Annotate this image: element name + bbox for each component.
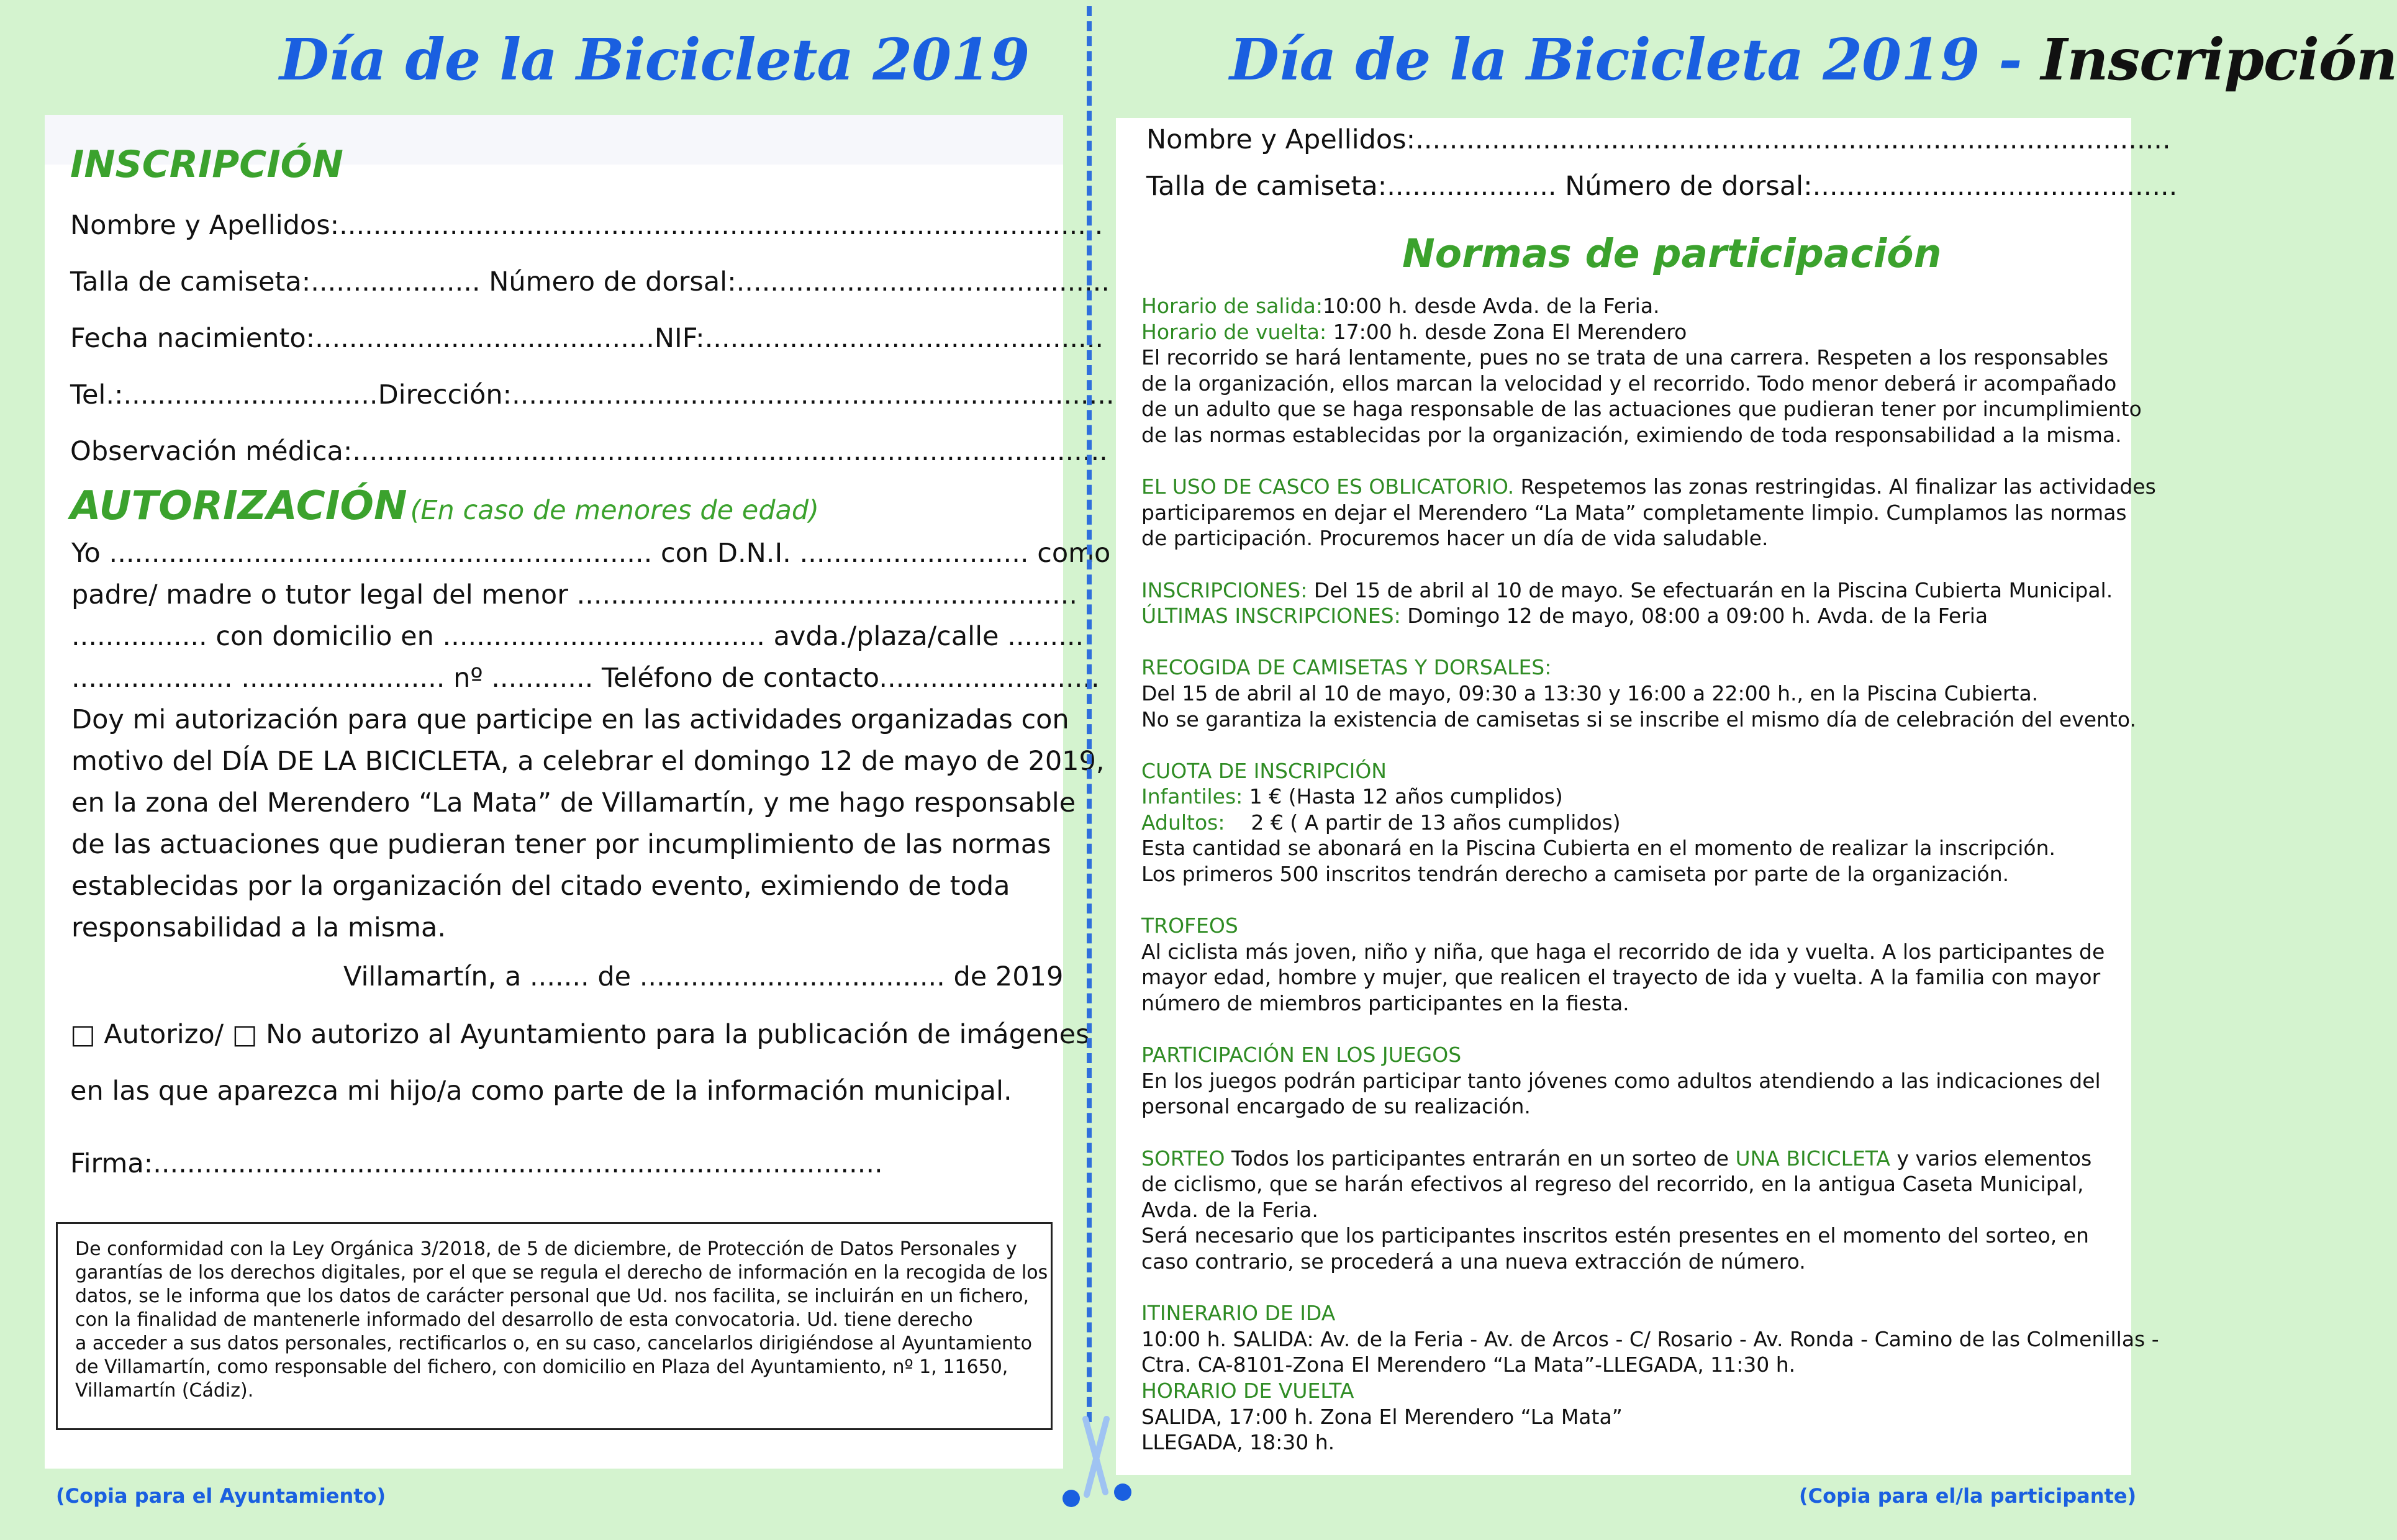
rule-text: 17:00 h. desde Zona El Merendero (1326, 319, 1687, 344)
rule-spacer (1141, 1275, 2123, 1301)
legal-line: datos, se le informa que los datos de carácter personal que Ud. nos facilita, se incluirán en un fichero, (75, 1285, 1030, 1307)
autorizacion-line: de las actuaciones que pudieran tener por incumplimiento de las normas (71, 829, 1051, 860)
autorizacion-note: (En caso de menores de edad) (410, 495, 819, 526)
rule-label: HORARIO DE VUELTA (1141, 1378, 1354, 1403)
field-observacion-medica[interactable]: Observación médica:......................................................................................... (70, 436, 1108, 467)
autorizacion-line: ................... ........................ nº ............ Teléfono de contacto.......................... (71, 663, 1100, 694)
rule-line: SALIDA, 17:00 h. Zona El Merendero “La Mata” (1141, 1404, 1623, 1429)
rule-line: mayor edad, hombre y mujer, que realicen el trayecto de ida y vuelta. A la familia con mayor (1141, 965, 2101, 990)
rule-line: Esta cantidad se abonará en la Piscina Cubierta en el momento de realizar la inscripción. (1141, 836, 2056, 861)
rule-line: 10:00 h. SALIDA: Av. de la Feria - Av. de Arcos - C/ Rosario - Av. Ronda - Camino de las Colmenillas - (1141, 1326, 2159, 1351)
rule-line: Será necesario que los participantes inscritos estén presentes en el momento del sorteo, en (1141, 1223, 2089, 1248)
rule-line: No se garantiza la existencia de camisetas si se inscribe el mismo día de celebración del evento. (1141, 707, 2136, 732)
autorizacion-line: Doy mi autorización para que participe en las actividades organizadas con (71, 704, 1069, 735)
rule-spacer (1141, 629, 2123, 655)
legal-line: De conformidad con la Ley Orgánica 3/2018, de 5 de diciembre, de Protección de Datos Personales y (75, 1238, 1017, 1260)
date-line[interactable]: Villamartín, a ....... de .................................... de 2019 (343, 961, 1064, 992)
rule-line: de un adulto que se haga responsable de las actuaciones que pudieran tener por incumplimiento (1141, 397, 2142, 422)
rule-line: Ctra. CA-8101-Zona El Merendero “La Mata”-LLEGADA, 11:30 h. (1141, 1352, 1796, 1377)
dashed-cut-line (1087, 6, 1092, 1422)
rule-line: Avda. de la Feria. (1141, 1197, 1318, 1222)
legal-line: de Villamartín, como responsable del fichero, con domicilio en Plaza del Ayuntamiento, nº 1, 11650, (75, 1356, 1008, 1378)
rule-spacer (1141, 1017, 2123, 1043)
rule-spacer (1141, 732, 2123, 758)
rule-highlight: UNA BICICLETA (1735, 1146, 1890, 1171)
inscripcion-heading: INSCRIPCIÓN (70, 143, 343, 186)
rule-label: EL USO DE CASCO ES OBLICATORIO. (1141, 474, 1515, 499)
rule-label: CUOTA DE INSCRIPCIÓN (1141, 758, 1387, 783)
rule-line: participaremos en dejar el Merendero “La Mata” completamente limpio. Cumplamos las normas (1141, 500, 2127, 525)
firma-line[interactable]: Firma:...................................................................................... (70, 1148, 883, 1179)
legal-line: garantías de los derechos digitales, por el que se regula el derecho de información en la recogida de los (75, 1262, 1048, 1284)
right-field-talla-dorsal[interactable]: Talla de camiseta:.................... Número de dorsal:........................................... (1146, 171, 2178, 202)
autorizacion-heading: AUTORIZACIÓN (70, 483, 407, 529)
rule-text: Todos los participantes entrarán en un sorteo de (1225, 1146, 1736, 1171)
rule-infantiles (1141, 784, 2123, 810)
rule-text: Domingo 12 de mayo, 08:00 a 09:00 h. Avda. de la Feria (1400, 604, 1988, 628)
field-nacimiento-nif[interactable]: Fecha nacimiento:........................................NIF:............................................... (70, 323, 1104, 354)
right-title (1230, 26, 2397, 93)
legal-line: con la finalidad de mantenerle informado del desarrollo de esta convocatoria. Ud. tiene derecho (75, 1309, 973, 1331)
autorizacion-line: ................ con domicilio en ...................................... avda./plaza/calle ......... (71, 621, 1084, 652)
rule-label: Horario de salida: (1141, 294, 1323, 318)
field-talla-dorsal[interactable]: Talla de camiseta:.................... Número de dorsal:............................................ (70, 266, 1110, 297)
image-consent-line: en las que aparezca mi hijo/a como parte de la información municipal. (70, 1076, 1012, 1107)
rule-label: Horario de vuelta: (1141, 319, 1327, 344)
rule-spacer (1141, 551, 2123, 578)
image-consent-line[interactable]: □ Autorizo/ □ No autorizo al Ayuntamiento para la publicación de imágenes (70, 1019, 1090, 1050)
autorizacion-line: en la zona del Merendero “La Mata” de Villamartín, y me hago responsable (71, 787, 1076, 818)
rule-sorteo (1141, 1146, 2123, 1172)
autorizacion-line: responsabilidad a la misma. (71, 912, 446, 943)
data-protection-notice (56, 1222, 1053, 1430)
field-nombre[interactable]: Nombre y Apellidos:.......................................................................................... (70, 210, 1103, 241)
rule-line: número de miembros participantes en la fiesta. (1141, 991, 1629, 1016)
rule-line: En los juegos podrán participar tanto jóvenes como adultos atendiendo a las indicaciones del (1141, 1068, 2101, 1093)
rule-spacer (1141, 448, 2123, 474)
rule-label: TROFEOS (1141, 913, 1238, 938)
rule-line: El recorrido se hará lentamente, pues no se trata de una carrera. Respeten a los responsables (1141, 345, 2109, 370)
rule-ultimas (1141, 603, 2123, 629)
legal-line: Villamartín (Cádiz). (75, 1380, 254, 1402)
rule-text: 2 € ( A partir de 13 años cumplidos) (1225, 810, 1621, 835)
rule-line: de ciclismo, que se harán efectivos al regreso del recorrido, en la antigua Caseta Municipal, (1141, 1172, 2084, 1197)
rule-line: Del 15 de abril al 10 de mayo, 09:30 a 13:30 y 16:00 a 22:00 h., en la Piscina Cubierta. (1141, 681, 2039, 705)
rule-label: ÚLTIMAS INSCRIPCIONES: (1141, 604, 1401, 628)
normas-heading: Normas de participación (1402, 231, 1942, 276)
rule-inscripciones (1141, 578, 2123, 604)
rule-text: y varios elementos (1890, 1146, 2092, 1171)
autorizacion-text (71, 533, 1111, 949)
right-title-main: Día de la Bicicleta 2019 - (1230, 26, 2041, 93)
right-field-nombre[interactable]: Nombre y Apellidos:......................................................................................... (1146, 124, 2171, 155)
autorizacion-heading-row (70, 483, 819, 529)
normas-text (1141, 293, 2159, 1456)
rule-label: ITINERARIO DE IDA (1141, 1301, 1336, 1326)
rule-line: caso contrario, se procederá a una nueva extracción de número. (1141, 1249, 1806, 1274)
left-title: Día de la Bicicleta 2019 (279, 26, 1030, 93)
rule-text: 1 € (Hasta 12 años cumplidos) (1243, 784, 1563, 809)
autorizacion-line: padre/ madre o tutor legal del menor ........................................................... (71, 579, 1077, 610)
field-tel-direccion[interactable]: Tel.:..............................Dirección:....................................................................... (70, 379, 1115, 410)
rule-label: SORTEO (1141, 1146, 1225, 1171)
autorizacion-line: Yo ................................................................ con D.N.I. ........................... como (71, 538, 1111, 569)
autorizacion-line: establecidas por la organización del citado evento, eximiendo de toda (71, 871, 1010, 902)
rule-label: Adultos: (1141, 810, 1225, 835)
rule-spacer (1141, 1120, 2123, 1146)
rule-text: 10:00 h. desde Avda. de la Feria. (1323, 294, 1660, 318)
rule-line: de las normas establecidas por la organización, eximiendo de toda responsabilidad a la misma. (1141, 422, 2122, 447)
rule-label: PARTICIPACIÓN EN LOS JUEGOS (1141, 1043, 1462, 1067)
rule-line: Los primeros 500 inscritos tendrán derecho a camiseta por parte de la organización. (1141, 862, 2010, 887)
copy-note-participante: (Copia para el/la participante) (1799, 1484, 2137, 1508)
rule-label: Infantiles: (1141, 784, 1243, 809)
rule-vuelta (1141, 319, 2123, 345)
legal-line: a acceder a sus datos personales, rectificarlos o, en su caso, cancelarlos dirigiéndose al Ayuntamiento (75, 1333, 1032, 1354)
rule-spacer (1141, 887, 2123, 913)
rule-line: Al ciclista más joven, niño y niña, que haga el recorrido de ida y vuelta. A los participantes de (1141, 939, 2105, 964)
rule-line: de participación. Procuremos hacer un día de vida saludable. (1141, 526, 1769, 551)
rule-text: Respetemos las zonas restringidas. Al finalizar las actividades (1514, 474, 2156, 499)
copy-note-ayuntamiento: (Copia para el Ayuntamiento) (56, 1484, 386, 1508)
rule-salida (1141, 293, 2123, 319)
rule-casco (1141, 474, 2156, 500)
right-title-suffix: Inscripción (2041, 26, 2397, 93)
rule-adultos (1141, 810, 2123, 836)
rule-label: INSCRIPCIONES: (1141, 578, 1308, 602)
autorizacion-line: motivo del DÍA DE LA BICICLETA, a celebrar el domingo 12 de mayo de 2019, (71, 746, 1105, 777)
rule-label: RECOGIDA DE CAMISETAS Y DORSALES: (1141, 655, 1552, 680)
rule-line: de la organización, ellos marcan la velocidad y el recorrido. Todo menor deberá ir acompañado (1141, 371, 2117, 396)
rule-line: personal encargado de su realización. (1141, 1094, 1531, 1119)
rule-line: LLEGADA, 18:30 h. (1141, 1430, 1335, 1455)
rule-text: Del 15 de abril al 10 de mayo. Se efectuarán en la Piscina Cubierta Municipal. (1307, 578, 2113, 602)
